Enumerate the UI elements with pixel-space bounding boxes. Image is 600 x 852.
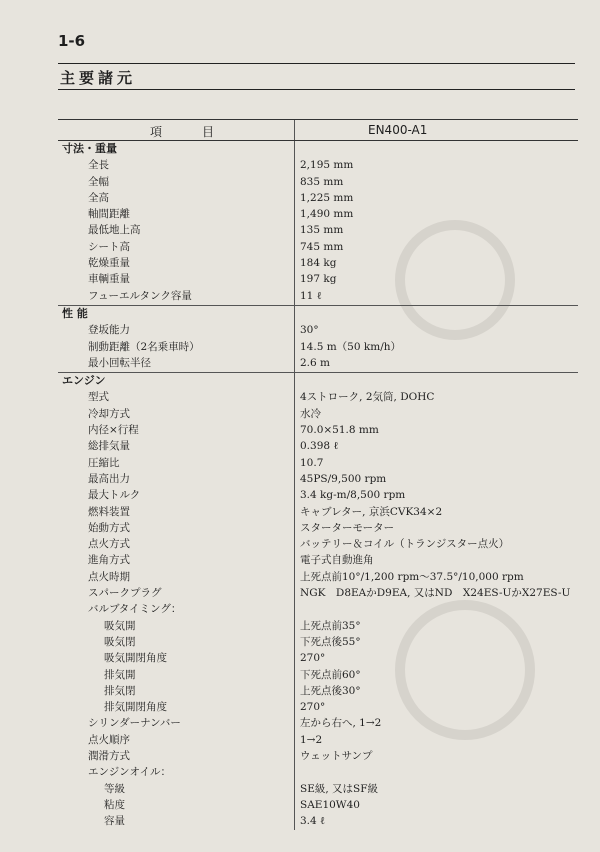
category-label: エンジン [62,374,106,388]
spec-value: 184 kg [300,257,337,270]
spec-row [58,239,578,255]
spec-label: 吸気開閉角度 [104,652,167,665]
spec-label: 粘度 [104,798,125,811]
spec-row [58,569,578,585]
spec-value: 270° [300,652,326,665]
spec-row [58,438,578,454]
spec-label: 内径×行程 [88,424,139,437]
spec-row [58,206,578,222]
column-divider [294,120,295,830]
spec-value: SAE10W40 [300,798,360,811]
spec-row [58,389,578,405]
spec-row [58,536,578,552]
spec-value: 135 mm [300,224,344,237]
spec-table [58,119,578,830]
spec-row [58,157,578,173]
category-row [58,306,578,322]
spec-value: 45PS/9,500 rpm [300,472,387,485]
spec-label: 圧縮比 [88,456,120,469]
spec-label: 始動方式 [88,521,130,534]
header-item: 項目 [150,125,255,139]
spec-row [58,813,578,829]
category-label: 寸法・重量 [62,142,117,155]
spec-section [58,306,578,373]
spec-row [58,748,578,764]
spec-row [58,355,578,371]
spec-value: 745 mm [300,240,344,253]
spec-value: スターターモーター [300,521,395,534]
spec-label: 冷却方式 [88,407,130,420]
spec-label: 燃料装置 [88,505,130,518]
spec-label: 点火順序 [88,733,130,746]
spec-label: 吸気閉 [104,635,136,648]
spec-row [58,601,578,617]
spec-value: 0.398 ℓ [300,440,339,453]
spec-value: 3.4 ℓ [300,815,326,828]
spec-label: スパークプラグ [88,587,162,600]
spec-row [58,764,578,780]
spec-value: 270° [300,701,326,714]
spec-row [58,634,578,650]
spec-value: 14.5 m（50 km/h） [300,340,401,353]
spec-value: 11 ℓ [300,289,322,302]
spec-label: 車輌重量 [88,273,130,286]
spec-value: 835 mm [300,175,344,188]
spec-label: バルブタイミング： [88,603,182,616]
table-header [58,120,578,141]
spec-value: 上死点後30° [300,684,361,697]
spec-label: 最小回転半径 [88,356,151,369]
spec-label: 排気閉 [104,684,136,697]
spec-row [58,174,578,190]
spec-label: 登坂能力 [88,324,130,337]
spec-label: 潤滑方式 [88,749,130,762]
spec-value: 水冷 [300,407,321,420]
spec-label: 排気開閉角度 [104,701,167,714]
spec-label: エンジンオイル： [88,766,171,779]
spec-row [58,683,578,699]
spec-label: 容量 [104,815,125,828]
spec-value: NGK D8EAかD9EA, 又はND X24ES-UかX27ES-U [300,587,571,600]
spec-value: 2.6 m [300,356,330,369]
spec-row [58,699,578,715]
spec-label: 全幅 [88,175,109,188]
heading-rule-bottom [58,89,575,90]
spec-value: 下死点前60° [300,668,361,681]
spec-row [58,288,578,304]
spec-value: ウェットサンプ [300,749,373,762]
table-body [58,141,578,830]
spec-row [58,585,578,601]
page-number: 1-6 [58,32,86,50]
spec-value: 1,225 mm [300,191,354,204]
spec-section [58,141,578,306]
spec-row [58,222,578,238]
spec-row [58,650,578,666]
spec-label: 最高出力 [88,472,130,485]
category-row [58,141,578,157]
spec-value: 70.0×51.8 mm [300,424,379,437]
spec-row [58,339,578,355]
spec-row [58,406,578,422]
spec-value: 上死点前10°/1,200 rpm〜37.5°/10,000 rpm [300,570,524,583]
spec-value: 2,195 mm [300,159,354,172]
spec-value: 1,490 mm [300,208,354,221]
spec-row [58,255,578,271]
spec-value: 1→2 [300,733,323,746]
spec-label: フューエルタンク容量 [88,289,192,302]
spec-row [58,471,578,487]
spec-label: 型式 [88,391,109,404]
spec-label: 乾燥重量 [88,257,130,270]
spec-label: シート高 [88,240,130,253]
spec-value: 3.4 kg-m/8,500 rpm [300,489,406,502]
spec-label: シリンダーナンバー [88,717,181,730]
spec-row [58,455,578,471]
category-row [58,373,578,389]
spec-row [58,322,578,338]
spec-label: 全長 [88,159,109,172]
spec-row [58,190,578,206]
spec-label: 全高 [88,191,109,204]
spec-value: キャブレター, 京浜CVK34×2 [300,505,443,518]
category-label: 性 能 [62,306,88,320]
spec-label: 進角方式 [88,554,130,567]
spec-label: 軸間距離 [88,208,130,221]
spec-row [58,520,578,536]
header-model: EN400-A1 [368,123,428,137]
spec-value: 197 kg [300,273,337,286]
spec-value: 4ストローク, 2気筒, DOHC [300,391,435,404]
spec-value: 上死点前35° [300,619,361,632]
spec-value: 電子式自動進角 [300,554,374,567]
spec-value: SE級, 又はSF級 [300,782,379,795]
spec-row [58,797,578,813]
spec-label: 吸気開 [104,619,136,632]
spec-value: 10.7 [300,456,324,469]
spec-label: 点火時期 [88,570,130,583]
spec-row [58,732,578,748]
spec-value: 30° [300,324,319,337]
spec-label: 最低地上高 [88,224,141,237]
spec-value: 左から右へ, 1→2 [300,717,382,730]
section-title: 主要諸元 [60,69,137,87]
spec-section [58,373,578,830]
spec-row [58,715,578,731]
spec-row [58,504,578,520]
spec-label: 等級 [104,782,125,795]
spec-value: バッテリー＆コイル（トランジスター点火） [300,538,510,551]
spec-row [58,487,578,503]
spec-row [58,781,578,797]
spec-value: 下死点後55° [300,635,361,648]
heading-rule-top [58,63,575,64]
spec-label: 最大トルク [88,489,141,502]
spec-label: 点火方式 [88,538,130,551]
spec-row [58,618,578,634]
spec-label: 総排気量 [88,440,130,453]
spec-label: 制動距離（2名乗車時） [88,340,200,353]
spec-row [58,667,578,683]
spec-row [58,271,578,287]
spec-label: 排気開 [104,668,136,681]
spec-row [58,552,578,568]
spec-row [58,422,578,438]
